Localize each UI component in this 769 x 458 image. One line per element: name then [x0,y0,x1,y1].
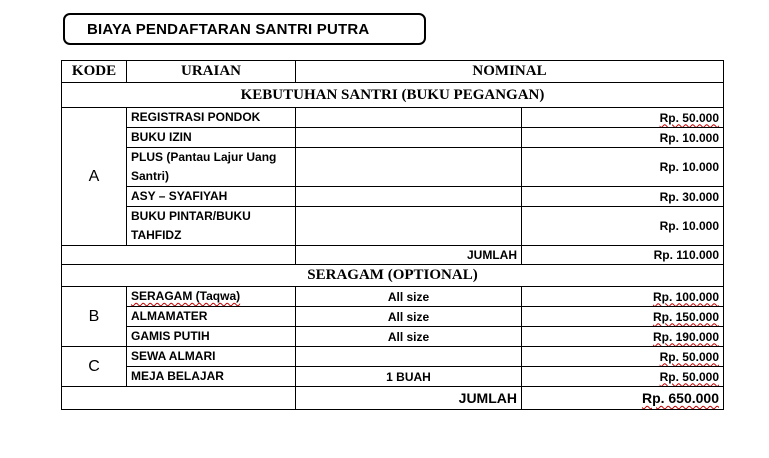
table-row [62,367,724,387]
item-detail: All size [296,307,522,327]
section-row [62,83,724,108]
item-amount [522,307,724,327]
amount-text: Rp. 50.000 [659,110,720,125]
table-row [62,287,724,307]
amount-text: Rp. 50.000 [659,369,720,384]
table-row [62,148,724,187]
empty-cell [296,187,522,207]
item-amount [522,108,724,128]
header-kode: KODE [62,61,127,83]
empty-cell [62,387,127,410]
total-text: Rp. 650.000 [641,390,720,406]
amount-text: Rp. 150.000 [652,309,720,324]
section-row [62,265,724,287]
item-amount: Rp. 30.000 [522,187,724,207]
subtotal-row [62,246,724,265]
empty-cell [296,148,522,187]
item-amount: Rp. 10.000 [522,207,724,246]
table-header-row [62,61,724,83]
table-row [62,347,724,367]
empty-cell [296,207,522,246]
section-title-seragam: SERAGAM (OPTIONAL) [62,265,724,287]
empty-cell [127,387,296,410]
item-amount [522,327,724,347]
header-nominal: NOMINAL [296,61,724,83]
jumlah-value [522,387,724,410]
table-row [62,187,724,207]
item-label: ALMAMATER [127,307,296,327]
item-label: GAMIS PUTIH [127,327,296,347]
fee-table [61,60,724,410]
jumlah-label: JUMLAH [296,246,522,265]
item-label: PLUS (Pantau Lajur Uang Santri) [127,148,296,187]
item-label: ASY – SYAFIYAH [127,187,296,207]
page-title: BIAYA PENDAFTARAN SANTRI PUTRA [63,13,426,45]
item-label: BUKU IZIN [127,128,296,148]
amount-text: Rp. 190.000 [652,329,720,344]
item-detail: 1 BUAH [296,367,522,387]
item-label: REGISTRASI PONDOK [127,108,296,128]
table-row [62,108,724,128]
item-label: SEWA ALMARI [127,347,296,367]
item-label [127,287,296,307]
amount-text: Rp. 100.000 [652,289,720,304]
jumlah-value: Rp. 110.000 [522,246,724,265]
table-row [62,128,724,148]
jumlah-label: JUMLAH [296,387,522,410]
code-c: C [62,347,127,387]
item-amount: Rp. 10.000 [522,148,724,187]
item-amount [522,367,724,387]
item-detail [296,347,522,367]
amount-text: Rp. 50.000 [659,349,720,364]
table-row [62,307,724,327]
item-text: SERAGAM (Taqwa) [131,289,241,303]
header-uraian: URAIAN [127,61,296,83]
empty-cell [62,246,127,265]
item-label: BUKU PINTAR/BUKU TAHFIDZ [127,207,296,246]
item-detail: All size [296,287,522,307]
item-amount: Rp. 10.000 [522,128,724,148]
item-amount [522,347,724,367]
empty-cell [296,128,522,148]
item-detail: All size [296,327,522,347]
code-a: A [62,108,127,246]
table-row [62,327,724,347]
section-title-kebutuhan: KEBUTUHAN SANTRI (BUKU PEGANGAN) [62,83,724,108]
code-b: B [62,287,127,347]
item-amount [522,287,724,307]
total-row [62,387,724,410]
table-row [62,207,724,246]
item-label: MEJA BELAJAR [127,367,296,387]
empty-cell [127,246,296,265]
empty-cell [296,108,522,128]
